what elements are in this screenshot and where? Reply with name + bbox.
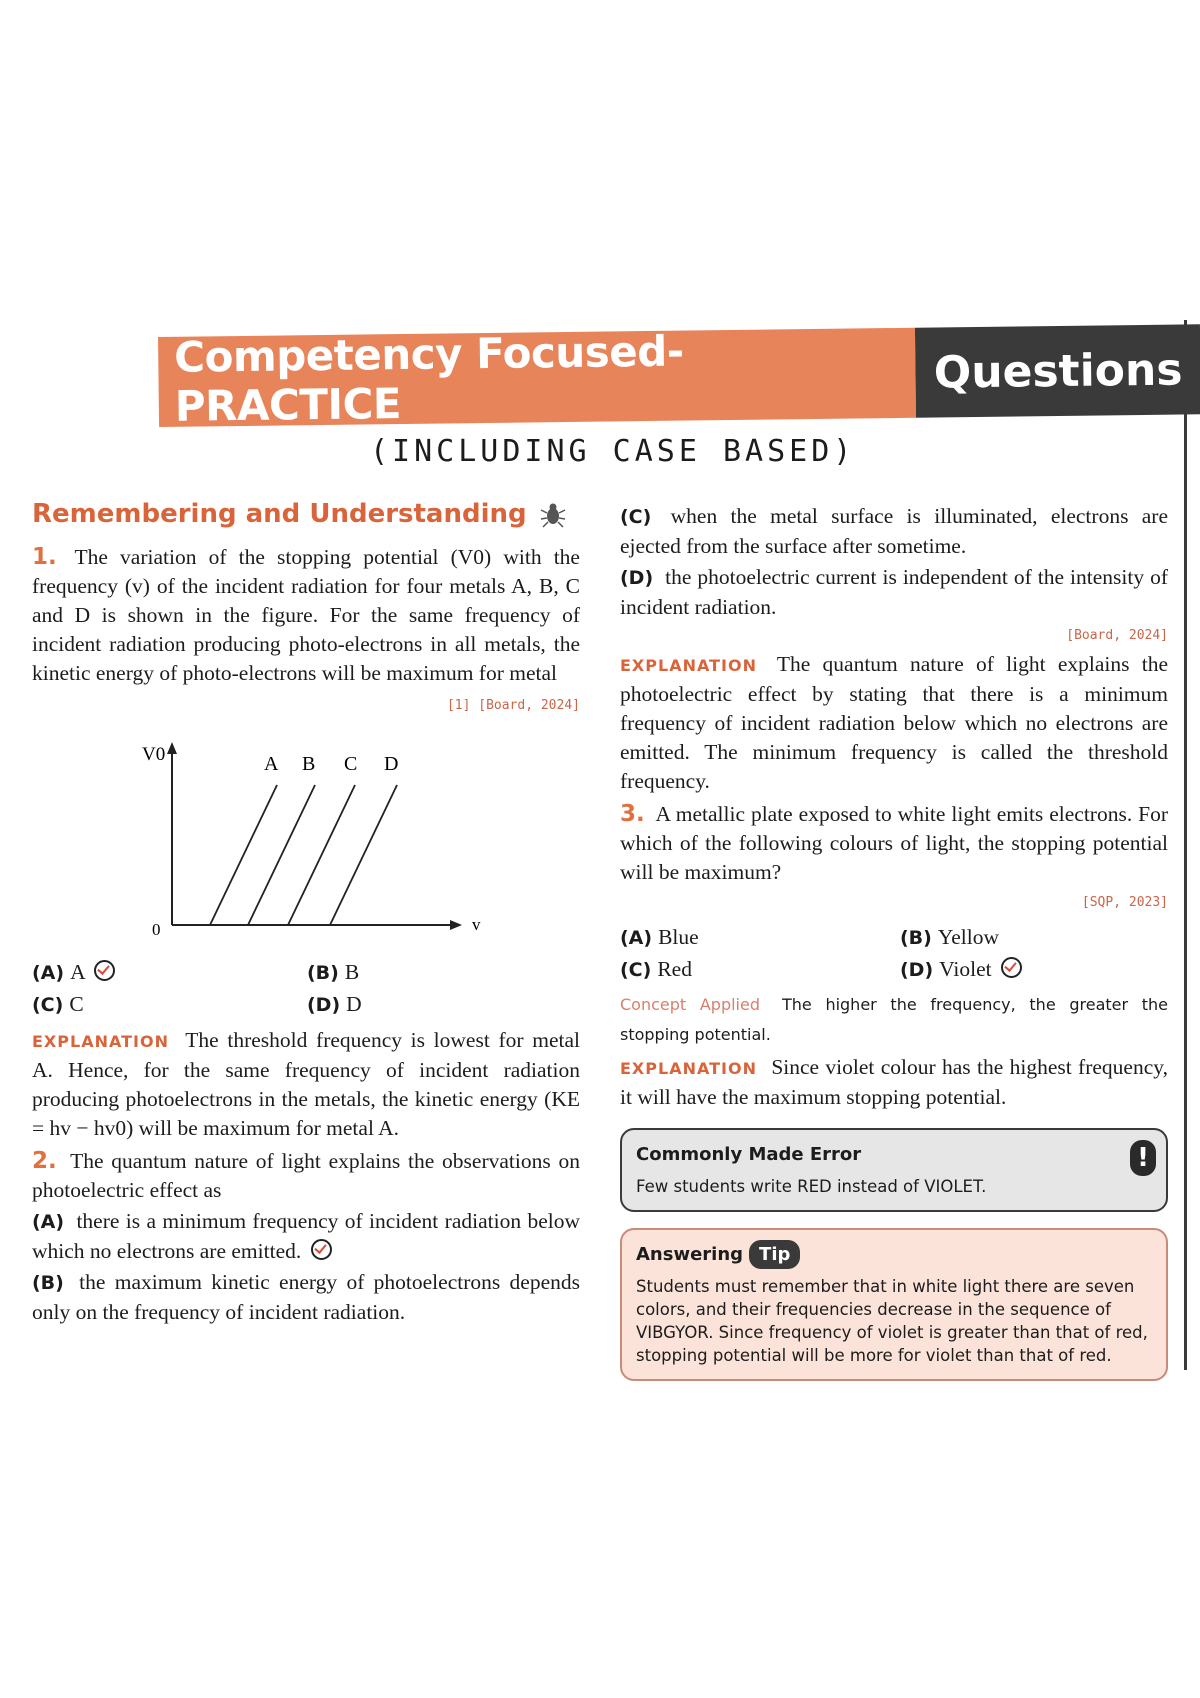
graph-x-label: v — [472, 915, 481, 934]
question-3-options — [620, 923, 1168, 985]
error-box-text: Few students write RED instead of VIOLET. — [636, 1177, 987, 1196]
question-3-number: 3. — [620, 801, 645, 827]
page-edge — [1184, 320, 1187, 1370]
graph-line-label-b: B — [302, 753, 316, 775]
tip-badge: Tip — [749, 1240, 800, 1269]
question-2-number: 2. — [32, 1148, 57, 1174]
option[interactable]: (B) the maximum kinetic energy of photoelectrons depends only on the frequency of incident radiation. — [32, 1270, 580, 1324]
option[interactable]: (D) D — [307, 992, 362, 1016]
question-3-source: [SQP, 2023] — [1081, 895, 1168, 910]
question-1-number: 1. — [32, 544, 57, 570]
graph-line-c — [288, 785, 355, 925]
graph-line-label-a: A — [264, 753, 279, 775]
banner-subtitle: (INCLUDING CASE BASED) — [370, 434, 856, 469]
banner-title-secondary: Questions — [915, 324, 1200, 417]
correct-check-icon — [94, 960, 115, 981]
commonly-made-error-box — [620, 1128, 1168, 1212]
graph-y-label: V0 — [142, 744, 166, 765]
question-2 — [32, 1147, 580, 1205]
question-1 — [32, 543, 580, 688]
graph-line-b — [248, 785, 315, 925]
option[interactable]: (C) Red — [620, 957, 692, 981]
graph-line-label-c: C — [344, 753, 358, 775]
question-3-explanation: EXPLANATION Since violet colour has the highest frequency, it will have the maximum stopping potential. — [620, 1055, 1168, 1109]
question-3-concept: Concept Applied The higher the frequency, the greater the stopping potential. — [620, 995, 1169, 1044]
tip-box-title: Answering Tip — [636, 1240, 1152, 1269]
tip-box-text: Students must remember that in white light there are seven colors, and their frequencies decrease in the sequence of VIBGYOR. Since frequency of violet is greater than that of red, stopping potential will be more for violet than that of red. — [636, 1277, 1148, 1365]
option[interactable]: (A) Blue — [620, 925, 699, 949]
section-title: Remembering and Understanding — [32, 500, 580, 529]
question-3-text: A metallic plate exposed to white light emits electrons. For which of the following colours of light, the stopping potential will be maximum? — [620, 802, 1168, 884]
banner-title-primary: Competency Focused-PRACTICE — [158, 328, 916, 427]
option[interactable]: (A) A — [32, 958, 307, 988]
question-2-text: The quantum nature of light explains the observations on photoelectric effect as — [32, 1149, 580, 1202]
question-2-explanation: EXPLANATION The quantum nature of light explains the photoelectric effect by stating that there is a minimum frequency of incident radiation below which no electrons are emitted. The minimum frequency is called the threshold frequency. — [620, 652, 1168, 793]
graph-line-label-d: D — [384, 753, 399, 775]
question-1-source: [1] [Board, 2024] — [446, 698, 580, 713]
question-1-text: The variation of the stopping potential (V0) with the frequency (v) of the incident radiation for four metals A, B, C and D is shown in the figure. For the same frequency of incident radiation producing photo-electrons in all metals, the kinetic energy of photo-electrons will be maximum for metal — [32, 545, 580, 685]
option[interactable]: (A) there is a minimum frequency of incident radiation below which no electrons are emitted. — [32, 1209, 580, 1263]
graph-x-arrow — [450, 920, 462, 930]
correct-check-icon — [311, 1239, 332, 1260]
question-1-explanation: EXPLANATION The threshold frequency is lowest for metal A. Hence, for the same frequency of incident radiation producing photoelectrons in the metals, the kinetic energy (KE = hv − hv0) will be maximum for metal A. — [32, 1028, 580, 1140]
correct-check-icon — [1001, 957, 1022, 978]
answering-tip-box — [620, 1228, 1168, 1381]
stopping-potential-graph — [32, 730, 580, 940]
option[interactable]: (D) Violet — [900, 955, 1160, 985]
option[interactable]: (B) Yellow — [900, 925, 999, 949]
question-3 — [620, 800, 1168, 887]
left-column — [32, 500, 580, 1327]
exclamation-icon: ! — [1130, 1140, 1156, 1176]
graph-line-a — [210, 785, 277, 925]
practice-banner — [158, 324, 1200, 431]
question-2-source: [Board, 2024] — [1066, 628, 1168, 643]
option[interactable]: (B) B — [307, 960, 360, 984]
graph-y-arrow — [167, 742, 177, 754]
graph-origin-label: 0 — [152, 920, 161, 939]
right-column — [620, 502, 1168, 1381]
question-1-options — [32, 958, 580, 1020]
option[interactable]: (C) C — [32, 992, 84, 1016]
bug-icon — [539, 501, 567, 529]
option[interactable]: (D) the photoelectric current is independent of the intensity of incident radiation. — [620, 565, 1168, 619]
error-box-title: Commonly Made Error — [636, 1144, 862, 1165]
option[interactable]: (C) when the metal surface is illuminated, electrons are ejected from the surface after sometime. — [620, 504, 1168, 558]
graph-line-d — [330, 785, 397, 925]
